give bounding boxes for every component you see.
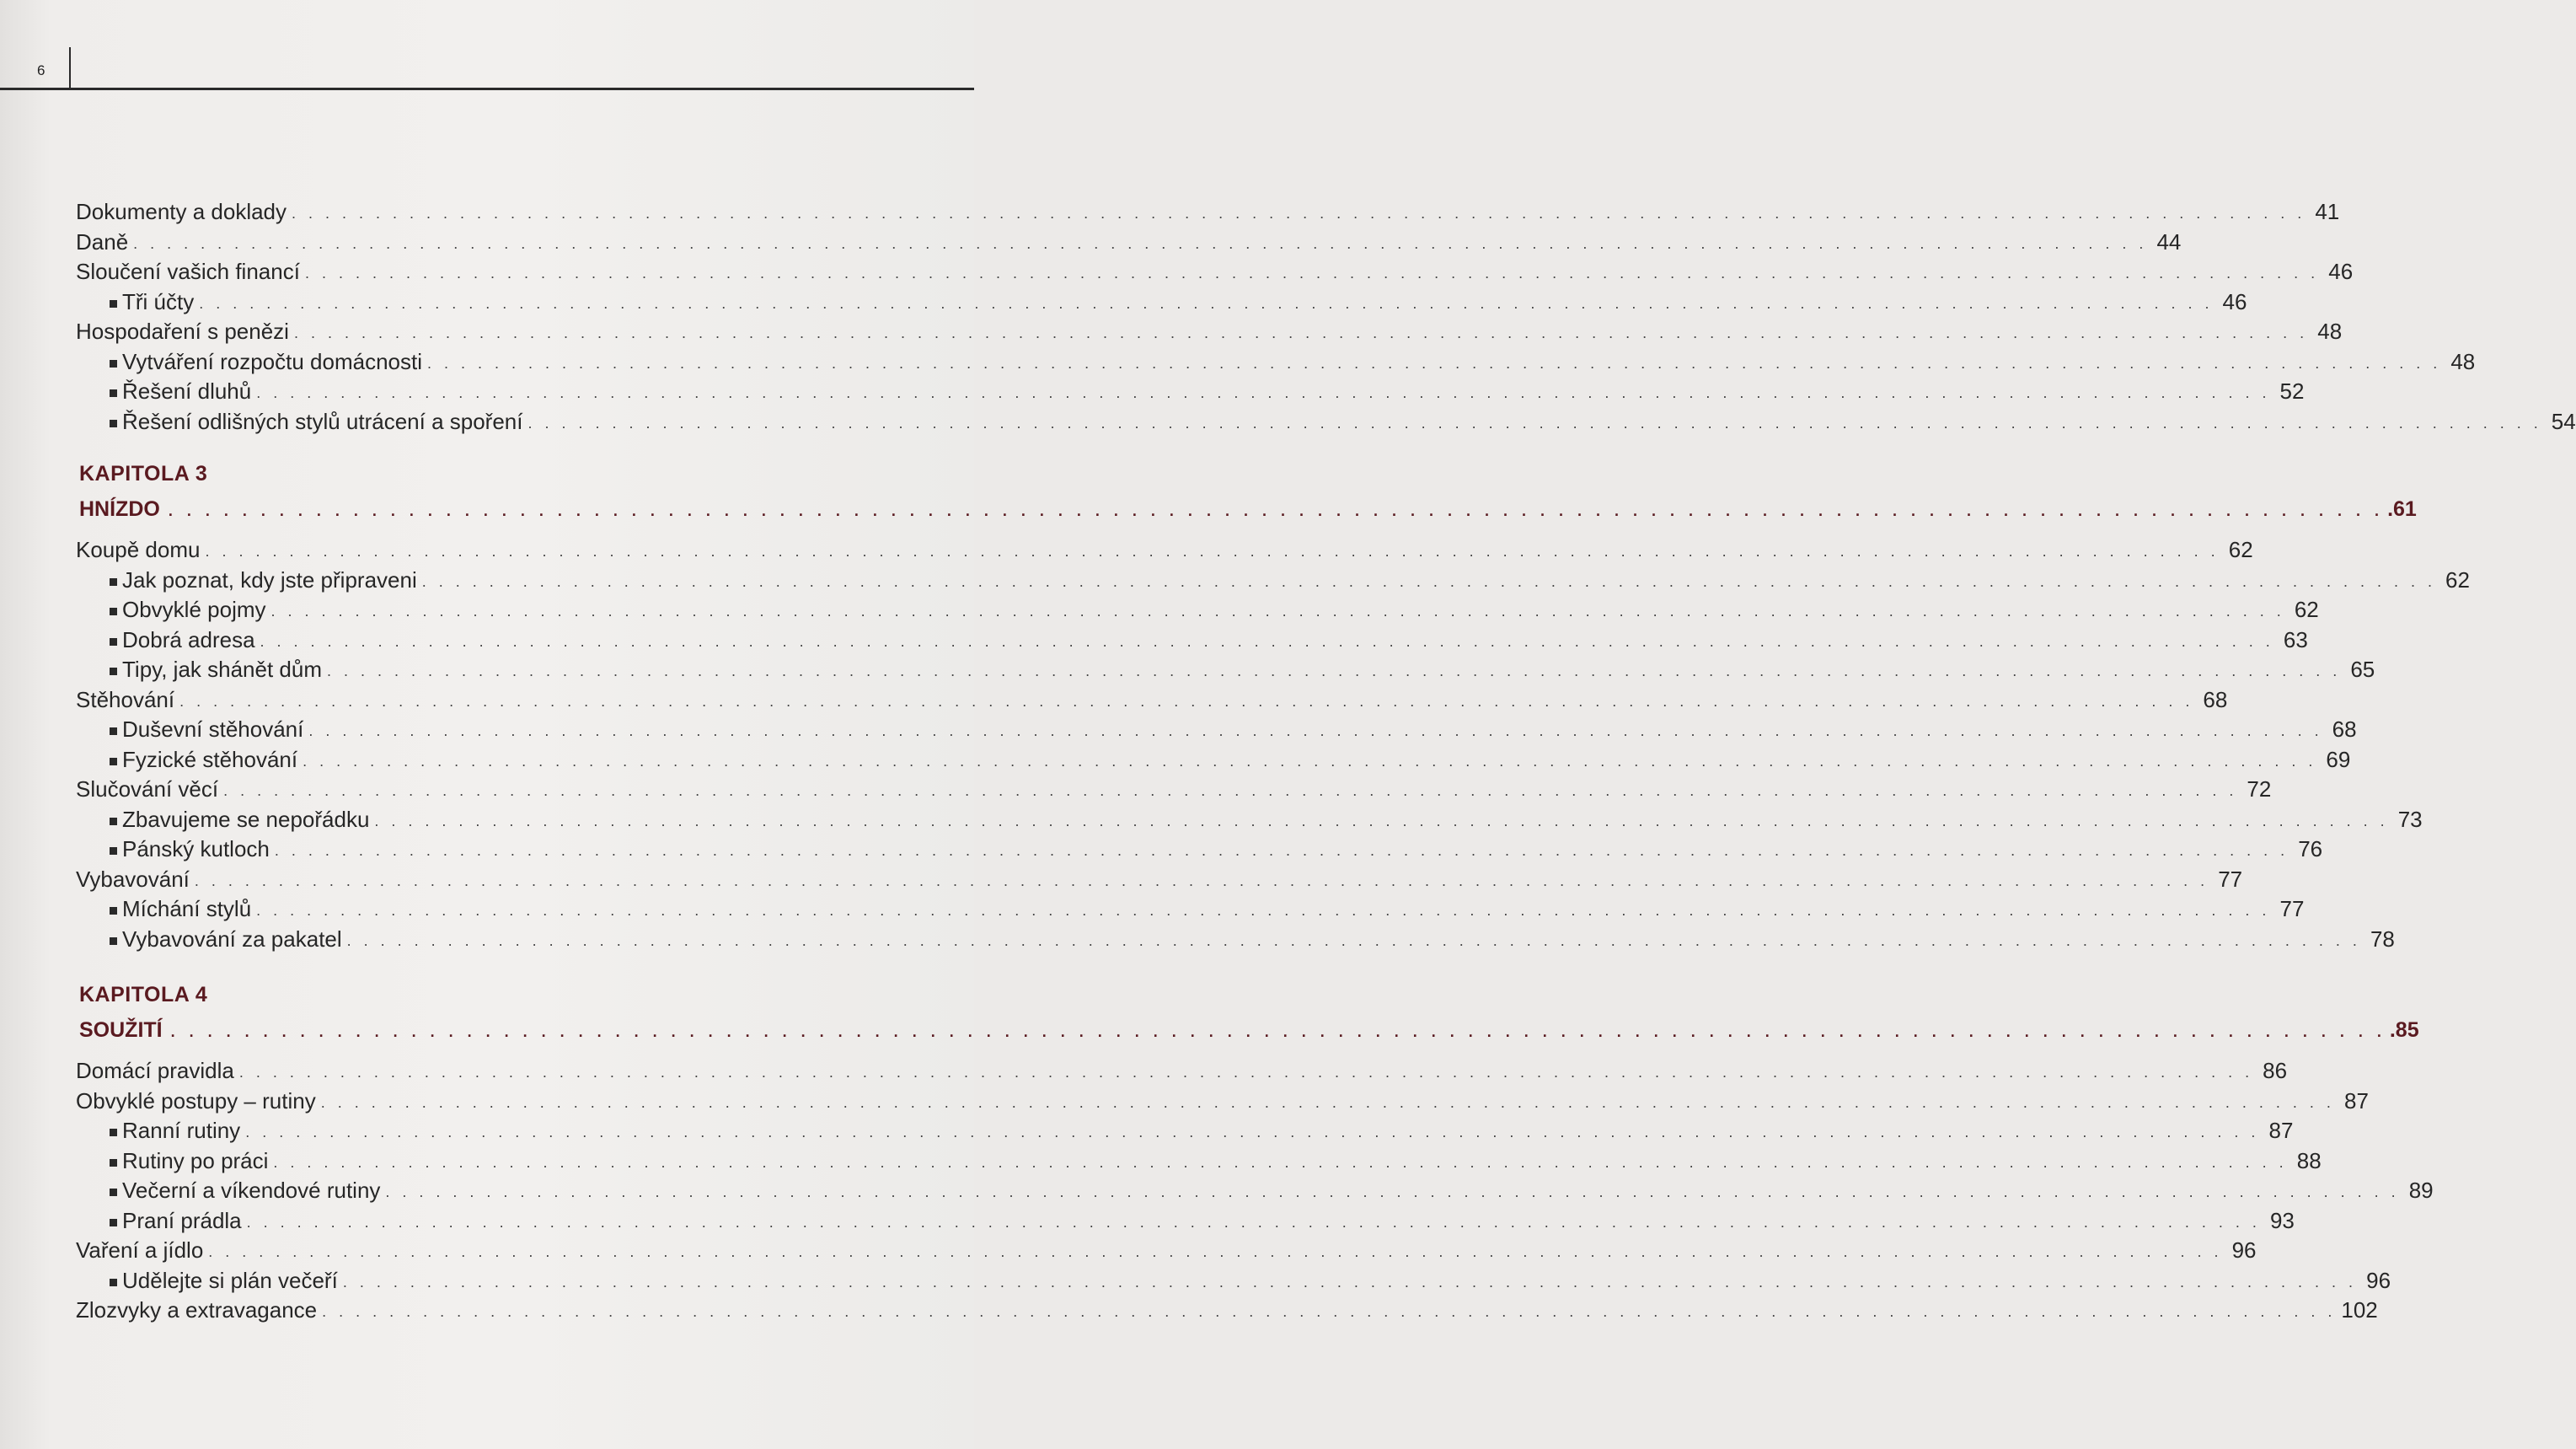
bullet-square-icon [110,1129,117,1136]
dot-leader: . . . . . . . . . . . . . . . . . . . . . . . . . . . . . . . . . . . . . . . . . . . . . . . . . . . . . . . . . . . . . . . . . . . . . . . . . . . . . . . . . . . . . . . . . . . . . . . . . . . . . . . . . . . . . . . . . . . . . . . . [346,931,2361,949]
bullet-square-icon [110,608,117,615]
chapter-title: HNÍZDO [79,497,160,521]
chapter-page-number: .85 [2389,1018,2419,1042]
bullet-square-icon [110,1159,117,1167]
entry-label: Sloučení vašich financí [76,259,300,284]
entry-label: Vaření a jídlo [76,1237,204,1263]
entry-label: Dobrá adresa [122,626,255,652]
toc-subentry [110,711,2357,742]
bullet-square-icon [110,907,117,915]
entry-label: Vytváření rozpočtu domácnosti [122,348,422,374]
bullet-square-icon [110,578,117,586]
toc-subentry [110,284,2247,314]
bullet-square-icon [110,360,117,368]
entry-label: Řešení dluhů [122,378,252,404]
page-number: 6 [37,62,46,78]
entry-label: Obvyklé pojmy [122,597,266,622]
toc-subentry [110,344,2476,374]
dot-leader: . . . . . . . . . . . . . . . . . . . . . . . . . . . . . . . . . . . . . . . . . . . . . . . . . . . . . . . . . . . . . . . . . . . . . . . . . . . . . . . . . . . . . . . . . . . . . . . . . . . . . . . . . . . . . . . . . . . . . . . . [385,1183,2400,1200]
entry-label: Slučování věcí [76,776,219,802]
dot-leader: . . . . . . . . . . . . . . . . . . . . . . . . . . . . . . . . . . . . . . . . . . . . . . . . . . . . . . . . . . . . . . . . . . . . . . . . . . . . . . . . . . . . . . . . . . . . . . . . . . . . . . . . . . . . . . . . . . . . . . . . [194,872,2209,889]
dot-leader: . . . . . . . . . . . . . . . . . . . . . . . . . . . . . . . . . . . . . . . . . . . . . . . . . . . . . . . . . . . . . . . . . . . . . . . . . . . . . . . . . . . . . . . . . . . . . . . . . . . . . . . . . . . . . . . . . . . . . . . . [256,384,2271,401]
dot-leader: . . . . . . . . . . . . . . . . . . . . . . . . . . . . . . . . . . . . . . . . . . . . . . . . . . . . . . . . . . . . . . . . . . . . . . . . . . . . . . . . . . . . . . . . . . . . . . . . . . . . . . . . . . . . . . . . . . . . . . . . [208,1243,2223,1260]
bullet-square-icon [110,668,117,675]
entry-page-number: 41 [2315,199,2340,224]
entry-label: Stěhování [76,686,175,712]
entry-label: Koupě domu [76,537,201,562]
toc-subentry [110,1263,2391,1293]
toc-entry [76,1053,2288,1083]
entry-page-number: 93 [2269,1207,2295,1233]
bullet-square-icon [110,758,117,765]
bullet-square-icon [110,1189,117,1196]
dot-leader: . . . . . . . . . . . . . . . . . . . . . . . . . . . . . . . . . . . . . . . . . . . . . . . . . . . . . . . . . . . . . . . . . . . . . . . . . . . . . . . . . . . . . . . . . . . . . . . . . . . . . . . . . . . . . . . . . . . . . . . . [170,1023,2386,1040]
dot-leader: . . . . . . . . . . . . . . . . . . . . . . . . . . . . . . . . . . . . . . . . . . . . . . . . . . . . . . . . . . . . . . . . . . . . . . . . . . . . . . . . . . . . . . . . . . . . . . . . . . . . . . . . . . . . . . . . . . . . . . . . [179,692,2194,710]
toc-entry [76,1232,2257,1263]
dot-leader: . . . . . . . . . . . . . . . . . . . . . . . . . . . . . . . . . . . . . . . . . . . . . . . . . . . . . . . . . . . . . . . . . . . . . . . . . . . . . . . . . . . . . . . . . . . . . . . . . . . . . . . . . . . . . . . . . . . . . . . . [199,294,2214,312]
toc-entry [76,1292,2378,1323]
toc-subentry [110,921,2395,952]
bullet-square-icon [110,1279,117,1286]
entry-label: Míchání stylů [122,896,252,921]
bullet-square-icon [110,847,117,855]
entry-label: Fyzické stěhování [122,746,298,772]
entry-label: Domácí pravidla [76,1058,234,1083]
entry-page-number: 96 [2231,1237,2257,1263]
bullet-square-icon [110,818,117,825]
entry-page-number: 62 [2228,537,2253,562]
entry-page-number: 46 [2222,288,2247,314]
entry-label: Rutiny po práci [122,1147,269,1173]
dot-leader: . . . . . . . . . . . . . . . . . . . . . . . . . . . . . . . . . . . . . . . . . . . . . . . . . . . . . . . . . . . . . . . . . . . . . . . . . . . . . . . . . . . . . . . . . . . . . . . . . . . . . . . . . . . . . . . . . . . . . . . . [238,1064,2254,1081]
toc-subentry [110,592,2319,622]
chapter-kicker: KAPITOLA 3 [79,462,208,486]
entry-label: Udělejte si plán večeří [122,1267,338,1293]
bullet-square-icon [110,1219,117,1226]
entry-label: Tipy, jak shánět dům [122,657,322,682]
dot-leader: . . . . . . . . . . . . . . . . . . . . . . . . . . . . . . . . . . . . . . . . . . . . . . . . . . . . . . . . . . . . . . . . . . . . . . . . . . . . . . . . . . . . . . . . . . . . . . . . . . . . . . . . . . . . . . . . . . . . . . . . [293,325,2309,341]
toc-entry [76,1083,2369,1114]
chapter-page-number: .61 [2387,497,2417,521]
toc-subentry [110,831,2323,861]
toc-subentry [110,891,2305,921]
toc-subentry [110,1173,2434,1203]
dot-leader: . . . . . . . . . . . . . . . . . . . . . . . . . . . . . . . . . . . . . . . . . . . . . . . . . . . . . . . . . . . . . . . . . . . . . . . . . . . . . . . . . . . . . . . . . . . . . . . . . . . . . . . . . . . . . . . . . . . . . . . . [292,205,2306,222]
entry-page-number: 48 [2450,348,2476,374]
header-rule [0,88,974,90]
bullet-square-icon [110,389,117,397]
entry-page-number: 48 [2317,319,2343,344]
dot-leader: . . . . . . . . . . . . . . . . . . . . . . . . . . . . . . . . . . . . . . . . . . . . . . . . . . . . . . . . . . . . . . . . . . . . . . . . . . . . . . . . . . . . . . . . . . . . . . . . . . . . . . . . . . . . . . . . . . . . . . . . [427,354,2442,372]
dot-leader: . . . . . . . . . . . . . . . . . . . . . . . . . . . . . . . . . . . . . . . . . . . . . . . . . . . . . . . . . . . . . . . . . . . . . . . . . . . . . . . . . . . . . . . . . . . . . . . . . . . . . . . . . . . . . . . . . . . . . . . . [274,842,2289,859]
entry-label: Tři účty [122,288,195,314]
toc-subentry [110,622,2308,652]
entry-page-number: 46 [2328,259,2354,284]
bullet-square-icon [110,638,117,646]
entry-page-number: 102 [2341,1297,2378,1323]
dot-leader: . . . . . . . . . . . . . . . . . . . . . . . . . . . . . . . . . . . . . . . . . . . . . . . . . . . . . . . . . . . . . . . . . . . . . . . . . . . . . . . . . . . . . . . . . . . . . . . . . . . . . . . . . . . . . . . . . . . . . . . . [168,502,2385,519]
entry-label: Obvyklé postupy – rutiny [76,1087,316,1114]
bullet-square-icon [110,727,117,735]
entry-page-number: 65 [2350,657,2375,682]
toc-subentry [110,742,2351,772]
dot-leader: . . . . . . . . . . . . . . . . . . . . . . . . . . . . . . . . . . . . . . . . . . . . . . . . . . . . . . . . . . . . . . . . . . . . . . . . . . . . . . . . . . . . . . . . . . . . . . . . . . . . . . . . . . . . . . . . . . . . . . . . [421,572,2436,590]
entry-label: Duševní stěhování [122,716,304,742]
entry-label: Večerní a víkendové rutiny [122,1178,381,1203]
dot-leader: . . . . . . . . . . . . . . . . . . . . . . . . . . . . . . . . . . . . . . . . . . . . . . . . . . . . . . . . . . . . . . . . . . . . . . . . . . . . . . . . . . . . . . . . . . . . . . . . . . . . . . . . . . . . . . . . . . . . . . . . [223,782,2238,799]
entry-page-number: 52 [2279,378,2305,404]
toc-subentry [110,1113,2294,1143]
dot-leader: . . . . . . . . . . . . . . . . . . . . . . . . . . . . . . . . . . . . . . . . . . . . . . . . . . . . . . . . . . . . . . . . . . . . . . . . . . . . . . . . . . . . . . . . . . . . . . . . . . . . . . . . . . . . . . . . . . . . . . . . [342,1273,2358,1291]
entry-page-number: 62 [2445,566,2470,593]
header-tick [69,47,71,89]
entry-page-number: 86 [2263,1058,2288,1083]
toc-entry [76,224,2182,255]
entry-label: Jak poznat, kdy jste připraveni [122,566,417,593]
entry-label: Zbavujeme se nepořádku [122,806,370,832]
dot-leader: . . . . . . . . . . . . . . . . . . . . . . . . . . . . . . . . . . . . . . . . . . . . . . . . . . . . . . . . . . . . . . . . . . . . . . . . . . . . . . . . . . . . . . . . . . . . . . . . . . . . . . . . . . . . . . . . . . . . . . . . [256,902,2271,919]
entry-label: Vybavování za pakatel [122,926,342,952]
entry-page-number: 63 [2283,626,2308,652]
entry-page-number: 76 [2298,836,2323,861]
toc-entry [76,254,2354,284]
dot-leader: . . . . . . . . . . . . . . . . . . . . . . . . . . . . . . . . . . . . . . . . . . . . . . . . . . . . . . . . . . . . . . . . . . . . . . . . . . . . . . . . . . . . . . . . . . . . . . . . . . . . . . . . . . . . . . . . . . . . . . . . [303,752,2317,770]
toc-subentry [110,373,2305,404]
chapter-title-row [79,1012,2419,1043]
toc-subentry [110,562,2470,593]
dot-leader: . . . . . . . . . . . . . . . . . . . . . . . . . . . . . . . . . . . . . . . . . . . . . . . . . . . . . . . . . . . . . . . . . . . . . . . . . . . . . . . . . . . . . . . . . . . . . . . . . . . . . . . . . . . . . . . . . . . . . . . . [308,722,2323,739]
dot-leader: . . . . . . . . . . . . . . . . . . . . . . . . . . . . . . . . . . . . . . . . . . . . . . . . . . . . . . . . . . . . . . . . . . . . . . . . . . . . . . . . . . . . . . . . . . . . . . . . . . . . . . . . . . . . . . . . . . . . . . . . [270,603,2285,620]
toc-subentry [110,802,2423,832]
dot-leader: . . . . . . . . . . . . . . . . . . . . . . . . . . . . . . . . . . . . . . . . . . . . . . . . . . . . . . . . . . . . . . . . . . . . . . . . . . . . . . . . . . . . . . . . . . . . . . . . . . . . . . . . . . . . . . . . . . . . . . . . [133,234,2148,252]
entry-page-number: 88 [2296,1147,2322,1173]
entry-page-number: 73 [2397,806,2423,832]
dot-leader: . . . . . . . . . . . . . . . . . . . . . . . . . . . . . . . . . . . . . . . . . . . . . . . . . . . . . . . . . . . . . . . . . . . . . . . . . . . . . . . . . . . . . . . . . . . . . . . . . . . . . . . . . . . . . . . . . . . . . . . . [304,265,2320,282]
entry-label: Hospodaření s penězi [76,319,289,344]
entry-page-number: 87 [2344,1087,2369,1114]
entry-page-number: 96 [2366,1267,2391,1293]
entry-page-number: 69 [2326,746,2351,772]
entry-label: Pánský kutloch [122,836,270,861]
entry-page-number: 77 [2218,866,2243,892]
dot-leader: . . . . . . . . . . . . . . . . . . . . . . . . . . . . . . . . . . . . . . . . . . . . . . . . . . . . . . . . . . . . . . . . . . . . . . . . . . . . . . . . . . . . . . . . . . . . . . . . . . . . . . . . . . . . . . . . . . . . . . . . [245,1124,2260,1140]
dot-leader: . . . . . . . . . . . . . . . . . . . . . . . . . . . . . . . . . . . . . . . . . . . . . . . . . . . . . . . . . . . . . . . . . . . . . . . . . . . . . . . . . . . . . . . . . . . . . . . . . . . . . . . . . . . . . . . . . . . . . . . . [374,812,2389,829]
dot-leader: . . . . . . . . . . . . . . . . . . . . . . . . . . . . . . . . . . . . . . . . . . . . . . . . . . . . . . . . . . . . . . . . . . . . . . . . . . . . . . . . . . . . . . . . . . . . . . . . . . . . . . . . . . . . . . . . . . . . . . . . [246,1213,2261,1231]
toc-entry [76,771,2272,802]
entry-label: Řešení odlišných stylů utrácení a spoření [122,408,523,434]
entry-label: Ranní rutiny [122,1118,241,1143]
bullet-square-icon [110,300,117,308]
entry-page-number: 62 [2294,597,2319,622]
entry-label: Praní prádla [122,1207,242,1233]
entry-page-number: 78 [2370,926,2395,952]
entry-page-number: 68 [2332,716,2357,742]
toc-subentry [110,404,2576,434]
toc-entry [76,861,2243,892]
entry-label: Dokumenty a doklady [76,199,287,224]
toc-subentry [110,652,2375,682]
dot-leader: . . . . . . . . . . . . . . . . . . . . . . . . . . . . . . . . . . . . . . . . . . . . . . . . . . . . . . . . . . . . . . . . . . . . . . . . . . . . . . . . . . . . . . . . . . . . . . . . . . . . . . . . . . . . . . . . . . . . . . . . [273,1153,2288,1171]
dot-leader: . . . . . . . . . . . . . . . . . . . . . . . . . . . . . . . . . . . . . . . . . . . . . . . . . . . . . . . . . . . . . . . . . . . . . . . . . . . . . . . . . . . . . . . . . . . . . . . . . . . . . . . . . . . . . . . . . . . . . . . . [327,663,2342,679]
toc-entry [76,532,2253,562]
entry-label: Vybavování [76,866,190,892]
toc-entry [76,682,2228,712]
dot-leader: . . . . . . . . . . . . . . . . . . . . . . . . . . . . . . . . . . . . . . . . . . . . . . . . . . . . . . . . . . . . . . . . . . . . . . . . . . . . . . . . . . . . . . . . . . . . . . . . . . . . . . . . . . . . . . . . . . . . . . . . [260,632,2274,650]
toc-entry [76,314,2343,344]
entry-page-number: 44 [2156,228,2182,255]
bullet-square-icon [110,420,117,427]
dot-leader: . . . . . . . . . . . . . . . . . . . . . . . . . . . . . . . . . . . . . . . . . . . . . . . . . . . . . . . . . . . . . . . . . . . . . . . . . . . . . . . . . . . . . . . . . . . . . . . . . . . . . . . . . . . . . . . . . . . . . . . . [205,543,2220,560]
chapter-title: SOUŽITÍ [79,1018,163,1042]
bullet-square-icon [110,937,117,945]
entry-page-number: 87 [2268,1118,2294,1143]
dot-leader: . . . . . . . . . . . . . . . . . . . . . . . . . . . . . . . . . . . . . . . . . . . . . . . . . . . . . . . . . . . . . . . . . . . . . . . . . . . . . . . . . . . . . . . . . . . . . . . . . . . . . . . . . . . . . . . . . . . . . . . . [528,414,2542,432]
entry-page-number: 72 [2247,776,2272,802]
entry-page-number: 89 [2408,1178,2434,1203]
toc-subentry [110,1143,2322,1173]
chapter-kicker: KAPITOLA 4 [79,983,208,1006]
entry-page-number: 68 [2203,686,2228,712]
entry-label: Daně [76,228,129,255]
chapter-title-row [79,491,2417,522]
dot-leader: . . . . . . . . . . . . . . . . . . . . . . . . . . . . . . . . . . . . . . . . . . . . . . . . . . . . . . . . . . . . . . . . . . . . . . . . . . . . . . . . . . . . . . . . . . . . . . . . . . . . . . . . . . . . . . . . . . . . . . . . [320,1093,2335,1111]
toc-entry [76,194,2340,224]
entry-page-number: 54 [2551,408,2576,434]
dot-leader: . . . . . . . . . . . . . . . . . . . . . . . . . . . . . . . . . . . . . . . . . . . . . . . . . . . . . . . . . . . . . . . . . . . . . . . . . . . . . . . . . . . . . . . . . . . . . . . . . . . . . . . . . . . . . . . . . . . . . . . . [322,1303,2337,1320]
toc-subentry [110,1203,2295,1233]
entry-page-number: 77 [2279,896,2305,921]
entry-label: Zlozvyky a extravagance [76,1297,318,1323]
